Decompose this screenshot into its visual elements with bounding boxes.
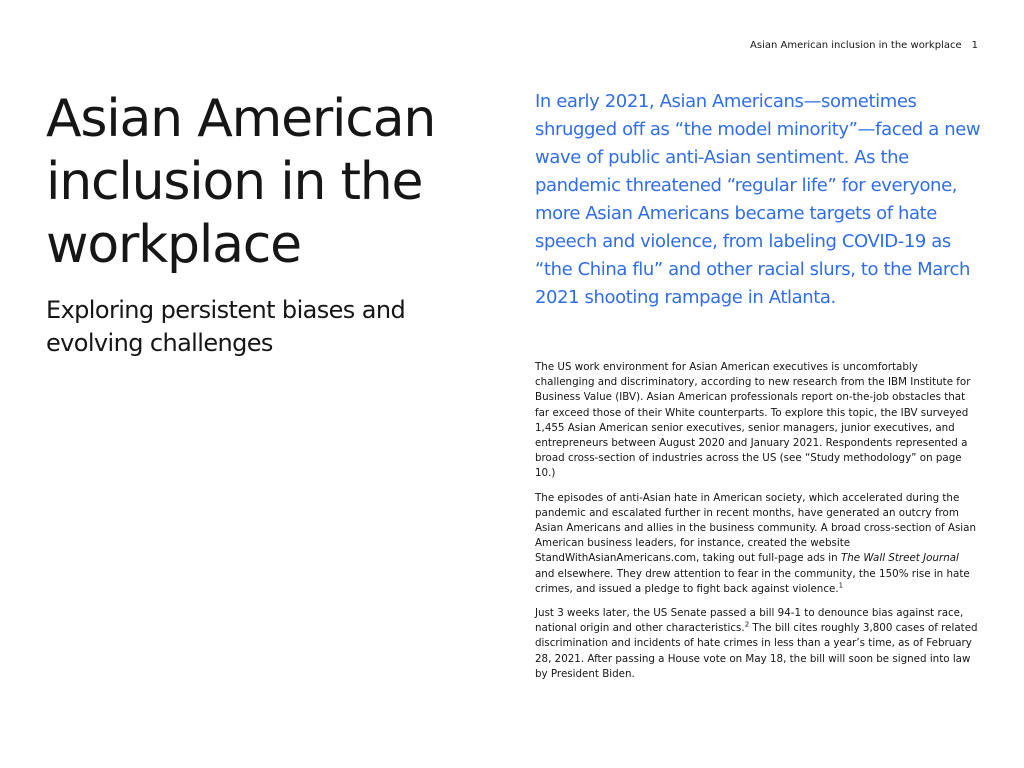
body-paragraph-2	[535, 491, 980, 597]
body-paragraph-3	[535, 606, 980, 682]
body-paragraph-3-text-b: The bill cites roughly 3,800 cases of related discrimination and incidents of hate crimes in less than a year’s time, as of February 28, 2021. After passing a House vote on May 18, the bill will soon be signed into law by President Biden.	[535, 622, 978, 680]
body-text	[535, 360, 980, 691]
footnote-ref-2: 2	[744, 620, 750, 629]
running-header	[750, 40, 978, 51]
body-paragraph-2-text-a: The episodes of anti-Asian hate in American society, which accelerated during the pandemic and escalated further in recent months, have generated an outcry from Asian Americans and allies in the business community. A broad cross-section of Asian American business leaders, for instance, created the website StandWithAsianAmericans.com, taking out full-page ads in	[535, 491, 977, 565]
publication-name: The Wall Street Journal	[840, 552, 959, 565]
body-paragraph-2-text-b: and elsewhere. They drew attention to fear in the community, the 150% rise in hate crimes, and issued a pledge to fight back against violence.	[535, 567, 970, 595]
page-subtitle: Exploring persistent biases and evolving challenges	[46, 296, 406, 357]
page-title: Asian American inclusion in the workplace	[46, 89, 436, 275]
body-paragraph-3-text-a: Just 3 weeks later, the US Senate passed a bill 94-1 to denounce bias against race, national origin and other characteristics.	[535, 607, 964, 635]
running-header-title: Asian American inclusion in the workplace	[750, 40, 962, 51]
footnote-ref-1: 1	[838, 581, 844, 590]
body-paragraph-1: The US work environment for Asian American executives is uncomfortably challenging and discriminatory, according to new research from the IBM Institute for Business Value (IBV). Asian American professionals report on-the-job obstacles that far exceed those of their White counterparts. To explore this topic, the IBV surveyed 1,455 Asian American senior executives, senior managers, junior executives, and entrepreneurs between August 2020 and January 2021. Respondents represented a broad cross-section of industries across the US (see “Study methodology” on page 10.)	[535, 361, 971, 480]
page-number: 1	[971, 40, 978, 51]
lede-paragraph: In early 2021, Asian Americans—sometimes shrugged off as “the model minority”—faced a new wave of public anti-Asian sentiment. As the pandemic threatened “regular life” for everyone, more Asian Americans became targets of hate speech and violence, from labeling COVID-19 as “the China flu” and other racial slurs, to the March 2021 shooting rampage in Atlanta.	[535, 91, 981, 308]
